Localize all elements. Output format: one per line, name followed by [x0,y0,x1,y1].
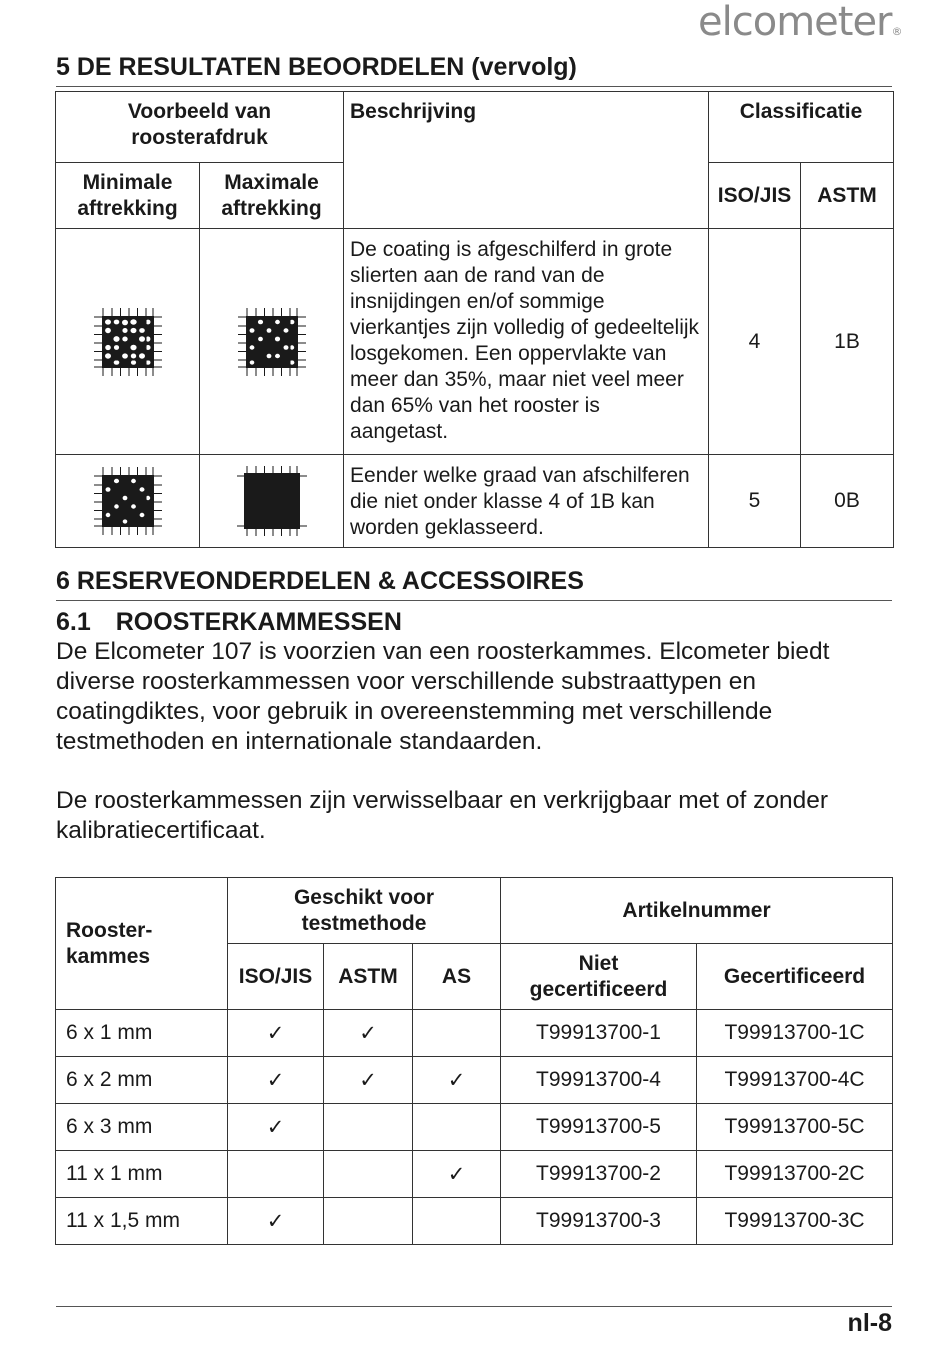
section-6-title: 6 RESERVEONDERDELEN & ACCESSOIRES [56,567,584,595]
max-example-cell [200,229,344,455]
row-iso-class: 5 [709,455,801,548]
comb-row [56,1198,893,1245]
article-not-certified: T99913700-2 [501,1151,697,1198]
article-not-certified: T99913700-5 [501,1104,697,1151]
check-icon: ✓ [228,1104,324,1151]
classification-row [56,229,894,455]
row-iso-class: 4 [709,229,801,455]
header-astm: ASTM [801,163,894,229]
grid-pattern-class5-min-icon [90,463,166,539]
empty-cell [413,1010,501,1057]
header-max-removal: Maximale aftrekking [200,163,344,229]
comb-row [56,1010,893,1057]
article-not-certified: T99913700-3 [501,1198,697,1245]
header-comb: Rooster-kammes [56,878,228,1010]
section-6-rule [56,600,892,601]
header-iso-jis: ISO/JIS [228,944,324,1010]
logo-text: elcometer [698,0,892,45]
comb-size: 11 x 1 mm [56,1151,228,1198]
grid-pattern-class5-max-icon [234,463,310,539]
empty-cell [324,1198,413,1245]
empty-cell [413,1104,501,1151]
comb-size: 6 x 2 mm [56,1057,228,1104]
min-example-cell [56,229,200,455]
footer-rule [56,1306,892,1307]
classification-row [56,455,894,548]
page-number: nl-8 [847,1309,892,1337]
section-5-title: 5 DE RESULTATEN BEOORDELEN (vervolg) [56,53,577,81]
article-certified: T99913700-4C [697,1057,893,1104]
certificate-paragraph: De roosterkammessen zijn verwisselbaar en verkrijgbaar met of zonder kalibratiecertificaat. [56,787,829,844]
row-description: Eender welke graad van afschilferen die niet onder klasse 4 of 1B kan worden geklasseerd. [344,455,709,548]
article-certified: T99913700-3C [697,1198,893,1245]
header-classification: Classificatie [709,92,894,163]
check-icon: ✓ [228,1057,324,1104]
header-iso-jis: ISO/JIS [709,163,801,229]
empty-cell [413,1198,501,1245]
article-not-certified: T99913700-1 [501,1010,697,1057]
comb-size: 6 x 1 mm [56,1010,228,1057]
header-grid-example: Voorbeeld van roosterafdruk [56,92,344,163]
section-5-rule [56,86,892,87]
grid-pattern-class4-min-icon [90,304,166,380]
row-astm-class: 0B [801,455,894,548]
comb-table-body [56,1010,893,1245]
check-icon: ✓ [413,1151,501,1198]
empty-cell [228,1151,324,1198]
section-6-1-subtitle: 6.1 ROOSTERKAMMESSEN [56,608,402,636]
comb-row [56,1104,893,1151]
article-certified: T99913700-5C [697,1104,893,1151]
header-astm: ASTM [324,944,413,1010]
empty-cell [324,1151,413,1198]
comb-table [55,877,893,1245]
intro-paragraph: De Elcometer 107 is voorzien van een roosterkammes. Elcometer biedt diverse roosterkammessen voor verschillende substraattypen en coatingdiktes, voor gebruik in overeenstemming met verschillende testmethoden en internationale standaarden. [56,638,830,755]
check-icon: ✓ [228,1198,324,1245]
check-icon: ✓ [324,1010,413,1057]
min-example-cell [56,455,200,548]
header-as: AS [413,944,501,1010]
registered-mark: ® [891,25,903,38]
article-not-certified: T99913700-4 [501,1057,697,1104]
check-icon: ✓ [413,1057,501,1104]
comb-size: 11 x 1,5 mm [56,1198,228,1245]
header-description: Beschrijving [344,92,709,229]
header-article-number: Artikelnummer [501,878,893,944]
header-min-removal: Minimale aftrekking [56,163,200,229]
max-example-cell [200,455,344,548]
header-test-method: Geschikt voor testmethode [228,878,501,944]
article-certified: T99913700-1C [697,1010,893,1057]
empty-cell [324,1104,413,1151]
check-icon: ✓ [228,1010,324,1057]
header-certified: Gecertificeerd [697,944,893,1010]
row-astm-class: 1B [801,229,894,455]
elcometer-logo [698,0,903,45]
comb-row [56,1057,893,1104]
header-not-certified: Niet gecertificeerd [501,944,697,1010]
article-certified: T99913700-2C [697,1151,893,1198]
grid-pattern-class4-max-icon [234,304,310,380]
comb-row [56,1151,893,1198]
row-description: De coating is afgeschilferd in grote slierten aan de rand van de insnijdingen en/of sommige vierkantjes zijn volledig of gedeeltelijk losgekomen. Een oppervlakte van meer dan 35%, maar niet veel meer dan 65% van het rooster is aangetast. [344,229,709,455]
comb-size: 6 x 3 mm [56,1104,228,1151]
classification-table [55,91,894,548]
check-icon: ✓ [324,1057,413,1104]
